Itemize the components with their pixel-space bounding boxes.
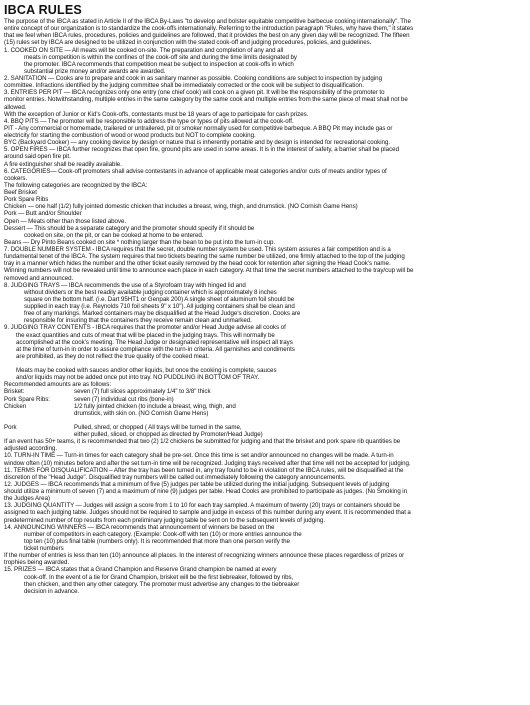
text-line: 3. ENTRIES PER PIT — IBCA recognizes only one entry (one chief cook) will cook on a given pit. It will be the responsibility of the promoter to (4, 89, 385, 97)
text-line: 9. JUDGING TRAY CONTENTS - IBCA requires that the promoter and/or Head Judge advise all cooks of (4, 324, 286, 332)
amounts-note (4, 438, 526, 452)
amount-label: Pork Spare Ribs: (4, 395, 51, 403)
text-line: 13. JUDGING QUANTITY — Judges will assign a score from 1 to 10 for each tray sampled. A maximum of twenty (20) trays or containers should be (4, 502, 401, 510)
text-line: cooked on site, on the pit, or can be cooked at home to be entered. (24, 231, 204, 239)
rule-10 (4, 452, 526, 466)
amount-label: Chicken (4, 402, 27, 410)
text-line: trophies being awarded. (4, 559, 70, 567)
text-line: committee. Infractions identified by the judging committee shall be immediately corrected or the cook will be subject to disqualification. (4, 82, 364, 90)
text-line: without dividers or the best readily available judging container which is approximately 8 inches (24, 288, 277, 296)
text-line: If the number of entries is less than ten (10) announce all places. In the interest of recognizing winners announce these places regardless of prizes or (4, 552, 405, 560)
text-line: (15) rules set by IBCA are designed to be utilized in conjunction with the stated cook-off and judging procedures, policies, and guidelines. (4, 39, 372, 47)
text-line: The following categories are recognized by the IBCA: (4, 181, 148, 189)
text-line: should utilize a minimum of seven (7) and a maximum of nine (9) judges per table. Head Cooks are prohibited to participate as judges. (No Smoking in (4, 488, 408, 495)
text-line: 7. DOUBLE NUMBER SYSTEM - IBCA requires that the secret, double number system be used. This system assures a fair competition and is a (4, 246, 391, 253)
rule-3 (4, 89, 526, 118)
sauces-paragraph (4, 367, 526, 388)
text-line: then chicken, and then any other category. The promoter must advertise any changes to the tiebreaker (24, 580, 300, 588)
text-line: meats in competition is within the confines of the cook-off site and during the time limits designated by (24, 53, 297, 61)
text-line: monitor entries. Notwithstanding, multiple entries in the same category by the same cook and multiple entries from the same piece of meat shall not be (4, 96, 408, 104)
text-line: cook-off. In the event of a tie for Grand Champion, brisket will be the first tiebreaker, followed by ribs, (24, 573, 294, 581)
amount-value: either pulled, sliced, or chopped as directed by Promoter/Head Judge) (74, 431, 263, 438)
rule-1 (4, 47, 526, 76)
text-line: square on the bottom half. (i.e. Dart 95HT1 or Genpak 200) A single sheet of aluminum foil should be (24, 295, 295, 303)
category-item: Dessert — This should be a separate category and the promoter should specify if it should be (4, 224, 255, 232)
text-line: 2. SANITATION — Cooks are to prepare and cook in as sanitary manner as possible. Cooking conditions are subject to inspection by judging (4, 75, 382, 82)
text-line: at the time of turn-in in order to assure compliance with the turn-in criteria. All garnishes and condiments (16, 345, 295, 353)
intro-paragraph (4, 18, 526, 47)
text-line: PIT - Any commercial or homemade, trailered or untrailered, pit or smoker normally used for competitive barbeque. A BBQ Pit may include gas or (4, 124, 393, 132)
rule-4 (4, 118, 526, 147)
text-line: With the exception of Junior or Kid's Cook-offs, contestants must be 18 years of age to participate for cash prizes. (4, 110, 309, 118)
rule-2 (4, 75, 526, 89)
rule-11 (4, 467, 526, 481)
text-line: accomplished at the cook's meeting. The Head Judge or designated representative will inspect all trays (16, 338, 293, 346)
rules-document (4, 18, 526, 595)
text-line: 14. ANNOUNCING WINNERS — IBCA recommends that announcement of winners be based on the (4, 523, 275, 531)
text-line: 15. PRIZES — IBCA states that a Grand Champion and Reserve Grand champion be named at every (4, 566, 277, 574)
rule-7 (4, 246, 526, 282)
text-line: If an event has 50+ teams, it is recommended that two (2) 1/2 chickens be submitted for judging and that the brisket and pork spare rib quantities be (4, 438, 401, 446)
amount-value: Pulled, shred, or chopped ( All trays will be turned in the same, (74, 423, 242, 431)
text-line: 1. COOKED ON SITE — All meats will be cooked on-site. The preparation and completion of any and all (4, 46, 284, 54)
text-line: fundamental tenet of the IBCA. The system requires that two tickets bearing the same number be utilized, one firmly attached to the top of the judging (4, 253, 405, 261)
text-line: the Judges Area) (4, 495, 51, 503)
spacer (4, 360, 526, 367)
category-item: Beans — Dry Pinto Beans cooked on site * nothing larger than the bean to be put into the turn-in cup. (4, 238, 276, 246)
text-line: 10. TURN-IN TIME — Turn-in times for each category shall be pre-set. Once this time is set and/or announced no changes will be made. A turn-in (4, 452, 394, 460)
text-line: ticket numbers (24, 545, 64, 552)
rule-8 (4, 282, 526, 325)
text-line: free of any markings. Marked containers may be disqualified at the Head Judge's discretion. Cooks are (24, 310, 301, 318)
category-item: Beef Brisket (4, 189, 37, 196)
text-line: entire concept of our organization is to standardize the cook-offs internationally. Referring to the introduction paragraph "Rules, why have them," it states (4, 25, 414, 33)
amount-label: Pork (4, 423, 17, 431)
text-line: discretion of the "Head Judge". Disqualified tray numbers will be called out immediately following the category announcements. (4, 473, 346, 481)
page-title: IBCA RULES (4, 3, 82, 17)
text-line: Recommended amounts are as follows: (4, 381, 112, 389)
amount-value: 1/2 fully jointed chicken (to include a breast, wing, thigh, and (74, 402, 236, 410)
text-line: allowed. (4, 103, 27, 111)
text-line: assigned to each judging table. Judges should not be required to sample and judge in excess of this number during any event. It is recommended that a (4, 509, 411, 517)
text-line: number of competitors in each category. (Example: Cook-off with ten (10) or more entries announce the (24, 530, 302, 538)
text-line: top ten (10) plus final table (numbers only). It is recommended that more than one person verify the (24, 537, 290, 545)
text-line: predetermined number of top results from each preliminary judging table be sent on to the subsequent levels of judging. (4, 516, 326, 524)
rule-15 (4, 566, 526, 595)
text-line: electricity for starting the combustion of wood or wood products but NOT to complete cooking. (4, 132, 256, 139)
text-line: Meats may be cooked with sauces and/or other liquids, but once the cooking is complete, sauces (16, 367, 277, 374)
text-line: Winning numbers will not be revealed until time to announce each place in each category. At that time the secret numbers attached to the tray/cup will be (4, 267, 414, 275)
amount-value: drumstick, with skin on. (NO Cornish Game Hens) (74, 409, 209, 417)
text-line: cookers. (4, 174, 28, 182)
text-line: BYC (Backyard Cooker) — any cooking device by design or nature that is inherently portable and by design is intended for recreational cooking. (4, 139, 391, 147)
text-line: 12. JUDGES — IBCA recommends that a minimum of five (5) judges per table be utilized during the initial judging. Subsequent levels of judging (4, 480, 390, 488)
amount-label: Brisket: (4, 388, 25, 396)
text-line: and/or liquids may not be added once put into tray. NO PUDDLING IN BOTTOM OF TRAY. (16, 374, 260, 382)
text-line: supplied in each tray (i.e. Reynolds 710 foil sheets 9" x 10"). All judging containers shall be clean and (24, 303, 295, 310)
rule-9 (4, 324, 526, 360)
rule-13 (4, 502, 526, 523)
text-line: 8. JUDGING TRAYS — IBCA recommends the use of a Styrofoam tray with hinged lid and (4, 281, 246, 289)
text-line: The purpose of the IBCA as stated in Article II of the IBCA By-Laws "to develop and bolster equitable competitive barbecue cooking internationally". The (4, 18, 411, 25)
category-item: Chicken — one half (1/2) fully jointed domestic chicken that includes a breast, wing, thigh, and drumstick. (NO Cornish Game Hens) (4, 203, 358, 211)
text-line: adjusted according. (4, 445, 58, 453)
text-line: responsible for insuring that the containers they receive remain clean and unmarked. (24, 317, 252, 325)
text-line: 5. OPEN FIRES — IBCA further recognizes that open fire, ground pits are used in some areas. It is in the interest of safety, a barrier shall be placed (4, 146, 399, 154)
text-line: decision in advance. (24, 587, 80, 595)
text-line: 4. BBQ PITS — The promoter will be responsible to address the type or types of pits allowed at the cook-off. (4, 117, 294, 125)
rule-14 (4, 524, 526, 567)
category-item: Pork Spare Ribs (4, 196, 49, 204)
text-line: window often (10) minutes before and after the set turn-in time will be recognized. Judging trays received after that time will not be accepted for judging. (4, 459, 411, 467)
rule-5 (4, 146, 526, 167)
rule-6 (4, 168, 526, 246)
text-line: 6. CATEGORIES— Cook-off promoters shall advise contestants in advance of applicable meat categories and/or cuts of meats and/or types of (4, 167, 387, 175)
text-line: A fire extinguisher shall be readily available. (4, 160, 122, 168)
amounts-table (4, 388, 526, 438)
text-line: removed and announced. (4, 274, 74, 282)
category-item: Open — Meats other than those listed above. (4, 217, 127, 225)
text-line: are prohibited, as they do not reflect the true quality of the cooked meat. (16, 352, 209, 360)
category-item: Pork — Butt and/or Shoulder (4, 210, 82, 218)
amount-value: seven (7) full slices approximately 1/4" to 3/8" thick (74, 388, 211, 396)
text-line: the promoter. IBCA recommends that competition meat be subject to inspection at cook-offs in which (24, 60, 294, 68)
text-line: 11. TERMS FOR DISQUALIFICATION – After the tray has been turned in, any tray found to be in violation of the IBCA rules, will be disqualified at the (4, 466, 404, 474)
text-line: tray in a manner which hides the number and the other ticket easily removed by the head cook for retention after signing the Head Cook's name. (4, 260, 391, 268)
text-line: around said open fire pit. (4, 153, 71, 161)
text-line: substantial prize money and/or awards are awarded. (24, 67, 166, 75)
text-line: the exact quantities and cuts of meat that will be placed in the judging trays. This will normally be (16, 331, 275, 339)
amount-value: seven (7) individual cut ribs (bone-in) (74, 395, 174, 403)
rule-12 (4, 481, 526, 502)
text-line: that we feel when IBCA rules, procedures, policies and guidelines are followed, that it provides the best on any given day will be recognized. The fifteen (4, 32, 410, 40)
